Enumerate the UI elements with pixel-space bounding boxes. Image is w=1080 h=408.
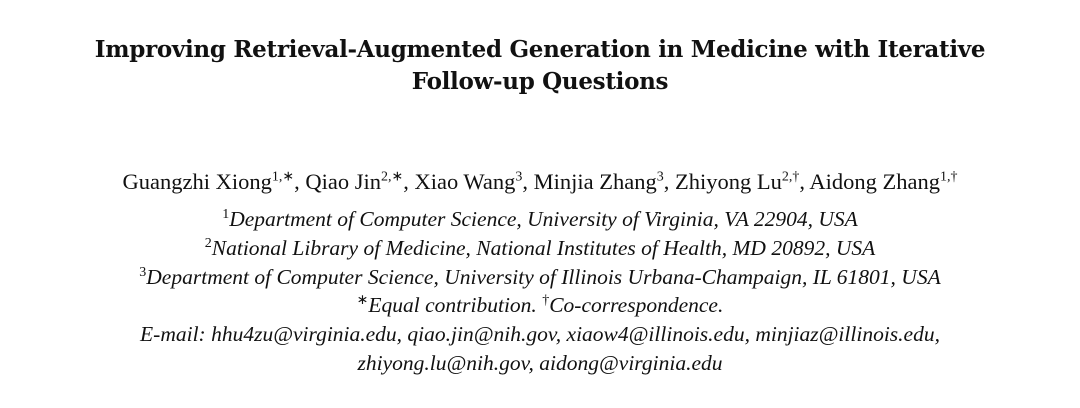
author-separator: ,	[663, 169, 675, 194]
affiliation-marker: 3	[139, 264, 147, 280]
author-separator: ,	[294, 169, 306, 194]
author-name: Minjia Zhang	[533, 169, 657, 194]
email-line-1: E-mail: hhu4zu@virginia.edu, qiao.jin@nih.gov, xiaow4@illinois.edu, minjiaz@illinois.edu,	[140, 322, 940, 347]
correspondence-marker: †	[542, 293, 550, 309]
email-line-2: zhiyong.lu@nih.gov, aidong@virginia.edu	[357, 350, 723, 375]
affiliation-1	[0, 205, 1080, 234]
affiliation-marker: 1	[222, 206, 230, 222]
author-name: Guangzhi Xiong	[122, 169, 272, 194]
author-name: Qiao Jin	[305, 169, 381, 194]
author-separator: ,	[522, 169, 534, 194]
contribution-notes	[0, 291, 1080, 320]
author-separator: ,	[799, 169, 810, 194]
affiliation-marker: 2	[204, 235, 212, 251]
author	[809, 169, 957, 194]
author	[534, 169, 675, 194]
equal-contribution-text: Equal contribution.	[368, 293, 537, 318]
author-list	[0, 168, 1080, 196]
author	[305, 169, 414, 194]
author-affiliation-marker: 1,†	[939, 169, 958, 185]
author	[675, 169, 809, 194]
title-line-1: Improving Retrieval-Augmented Generation in Medicine with Iterative	[94, 36, 986, 63]
title-line-2: Follow-up Questions	[411, 68, 669, 95]
author-name: Xiao Wang	[414, 169, 516, 194]
author	[123, 169, 306, 194]
affiliation-2	[0, 234, 1080, 263]
author-affiliation-marker: 2,∗	[380, 169, 404, 185]
affiliation-text: National Library of Medicine, National Institutes of Health, MD 20892, USA	[211, 235, 876, 260]
author-affiliation-marker: 2,†	[781, 169, 800, 185]
author	[414, 169, 533, 194]
affiliation-text: Department of Computer Science, University of Illinois Urbana-Champaign, IL 61801, USA	[146, 264, 941, 289]
correspondence-text: Co-correspondence.	[549, 293, 724, 318]
author-affiliation-marker: 3	[515, 169, 523, 185]
equal-contribution-marker: ∗	[356, 293, 369, 309]
paper-title	[0, 34, 1080, 98]
affiliation-block	[0, 205, 1080, 378]
author-affiliation-marker: 1,∗	[271, 169, 295, 185]
affiliation-text: Department of Computer Science, University of Virginia, VA 22904, USA	[229, 207, 858, 231]
author-affiliation-marker: 3	[656, 169, 664, 185]
affiliation-3	[0, 263, 1080, 292]
author-separator: ,	[403, 169, 415, 194]
author-name: Zhiyong Lu	[674, 169, 782, 194]
author-name: Aidong Zhang	[809, 169, 940, 194]
